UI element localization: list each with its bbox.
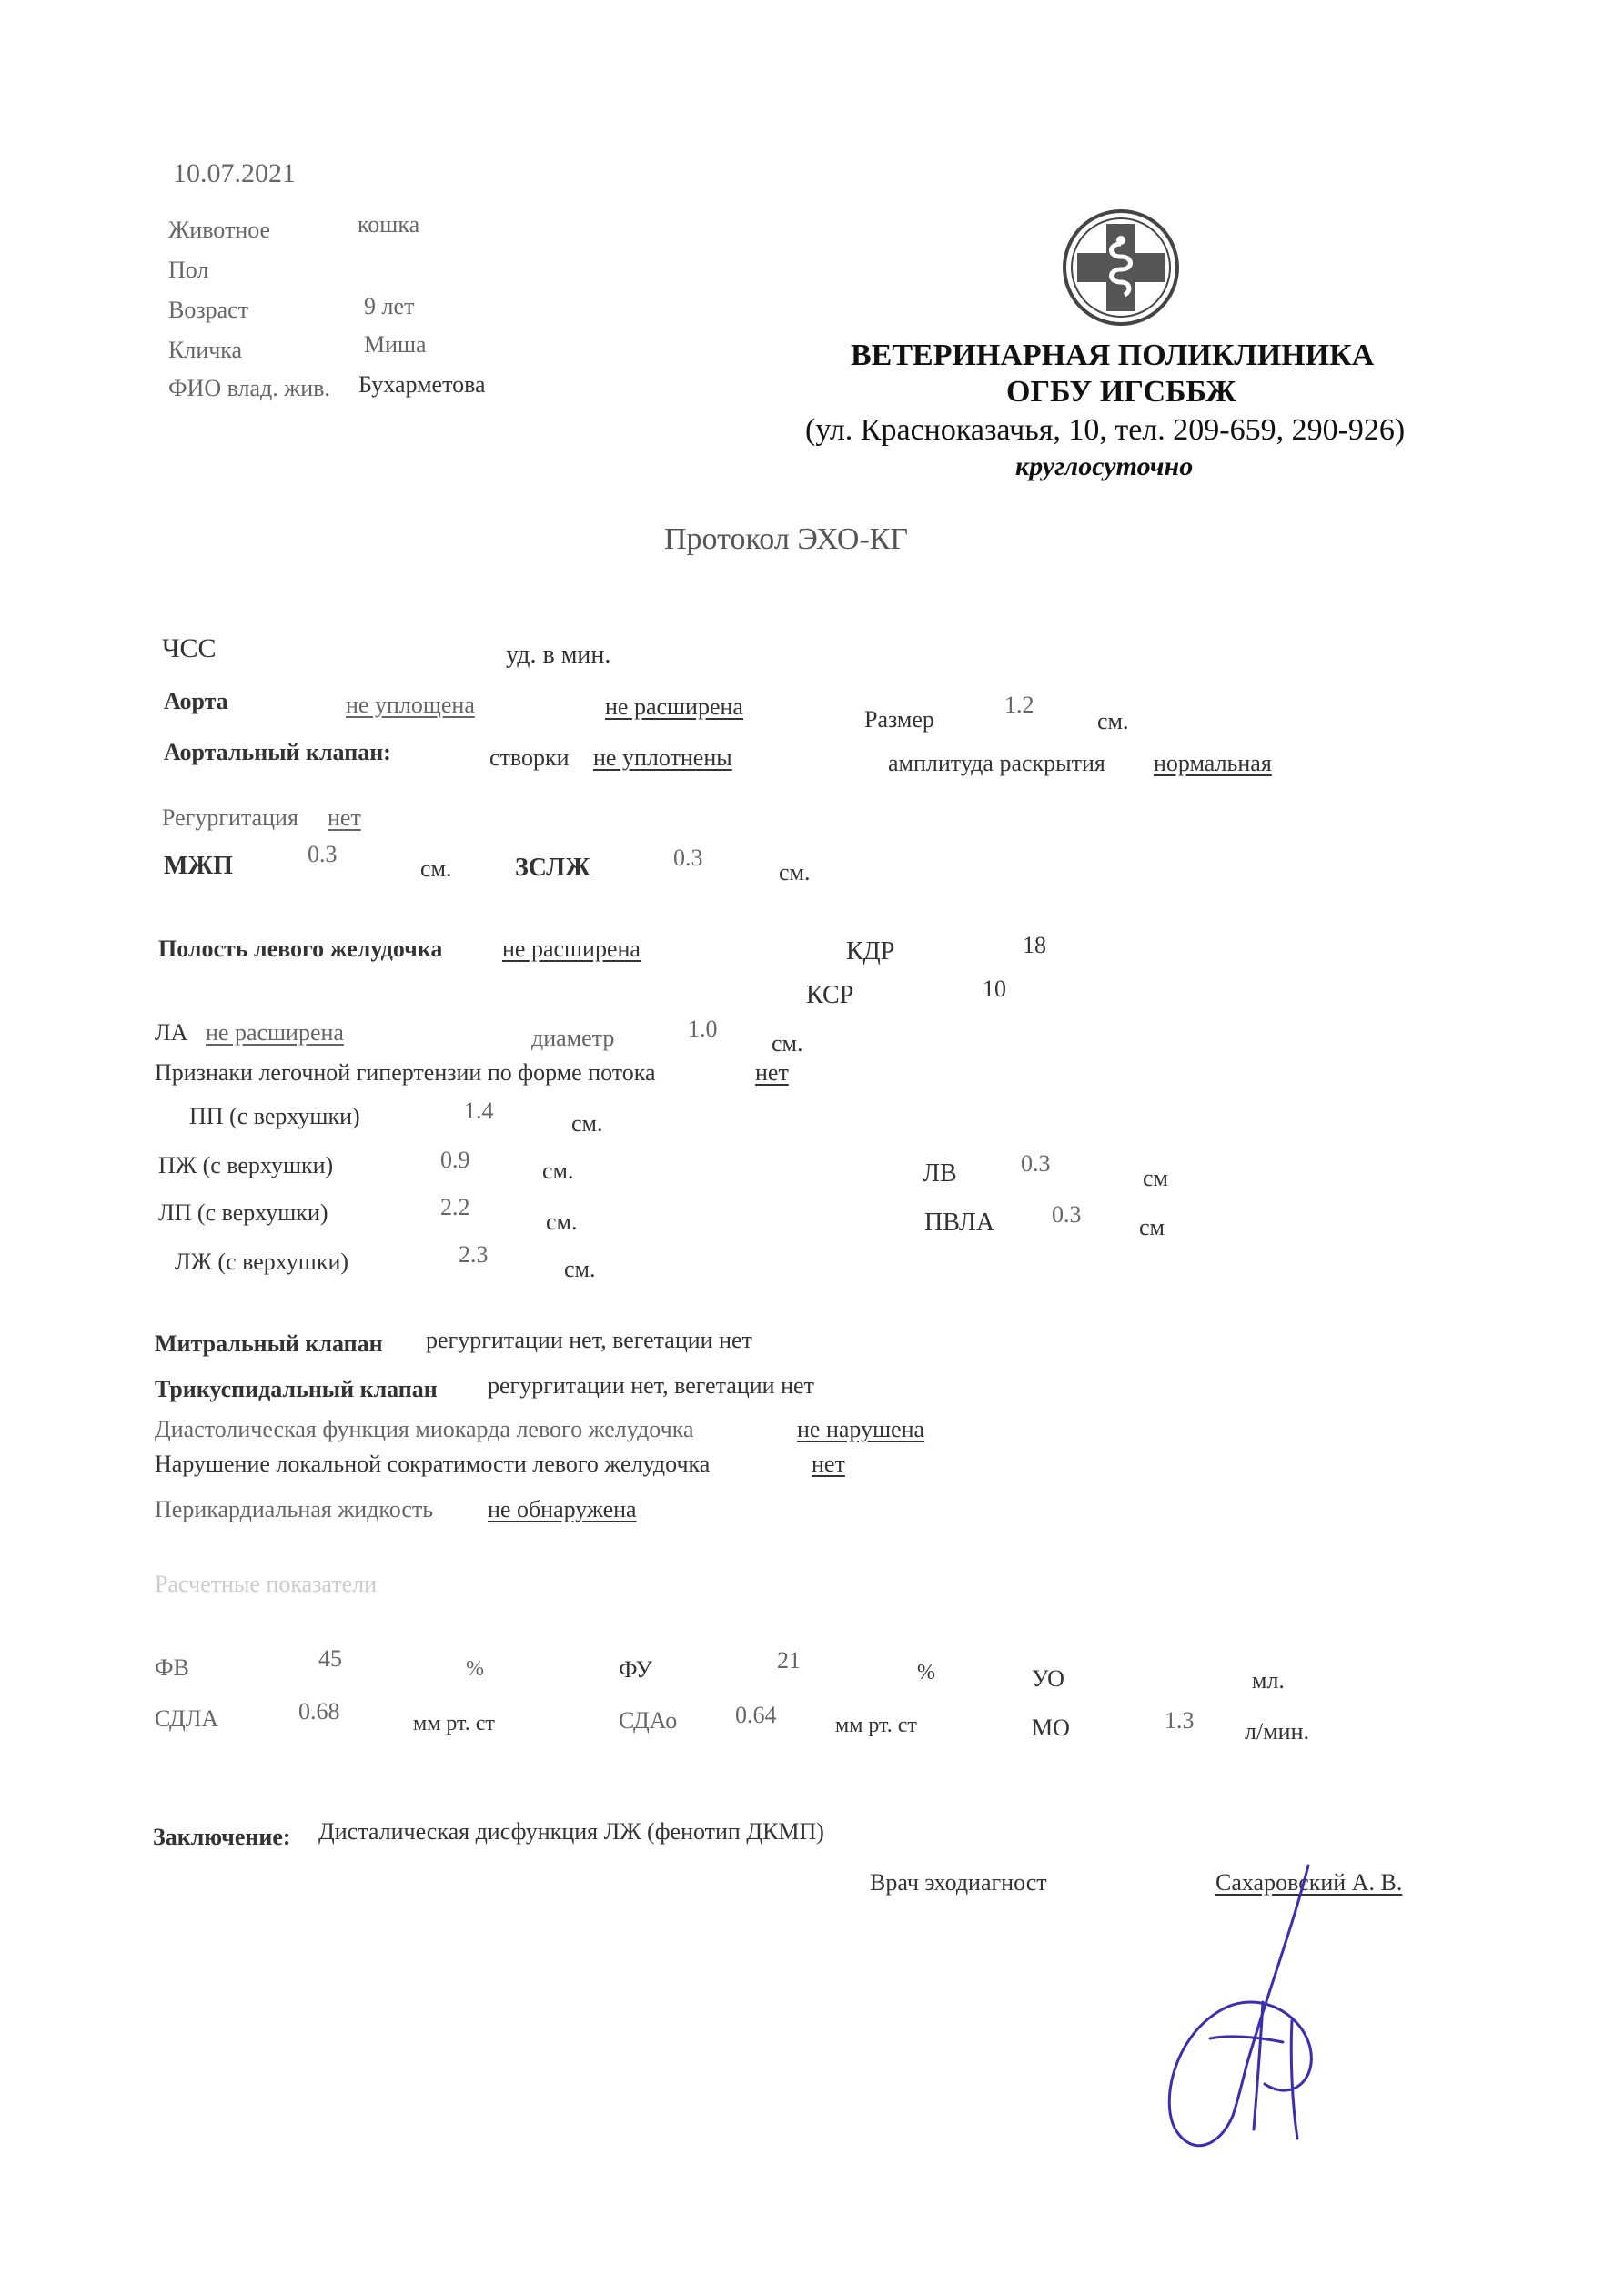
edd-value: 18 [1023, 932, 1046, 958]
sdla-label: СДЛА [155, 1705, 219, 1732]
sdao-unit: мм рт. ст [835, 1714, 917, 1737]
mitral-valve-label: Митральный клапан [155, 1330, 383, 1357]
pvla-value: 0.3 [1052, 1201, 1082, 1228]
aortic-valve-cusps-prefix: створки [489, 744, 570, 771]
tricuspid-valve-value: регургитации нет, вегетации нет [488, 1372, 814, 1399]
sex-label: Пол [168, 257, 209, 283]
clinic-hours: круглосуточно [1015, 451, 1194, 481]
pericardial-value: не обнаружена [488, 1496, 637, 1522]
lvpw-label: ЗСЛЖ [515, 854, 590, 882]
aorta-size-unit: см. [1097, 708, 1129, 734]
sv-unit: мл. [1252, 1667, 1285, 1694]
aorta-size-label: Размер [864, 706, 934, 733]
clinic-address: (ул. Красноказачья, 10, тел. 209-659, 290-926) [805, 413, 1406, 447]
pa-value: не расширена [206, 1019, 344, 1046]
diastolic-function-value: не нарушена [797, 1416, 925, 1442]
clinic-name-line1: ВЕТЕРИНАРНАЯ ПОЛИКЛИНИКА [851, 339, 1375, 372]
lv-cavity-value: не расширена [502, 936, 641, 962]
aortic-valve-label: Аортальный клапан: [164, 739, 391, 765]
la-value: 2.2 [440, 1194, 470, 1220]
lvv-unit: см [1143, 1165, 1168, 1191]
page-title: Протокол ЭХО-КГ [664, 522, 909, 556]
regurgitation-value: нет [328, 804, 361, 831]
doctor-name: Сахаровский А. В. [1215, 1869, 1403, 1896]
aortic-valve-cusps-value: не уплотнены [593, 744, 732, 771]
ra-unit: см. [571, 1110, 603, 1137]
fs-unit: % [917, 1661, 935, 1684]
age-label: Возраст [168, 297, 249, 323]
local-contractility-value: нет [812, 1451, 845, 1477]
regurgitation-label: Регургитация [162, 804, 298, 831]
aorta-label: Аорта [164, 688, 228, 714]
signature-stroke [1169, 1866, 1311, 2146]
animal-label: Животное [168, 217, 271, 243]
la-unit: см. [546, 1209, 578, 1235]
aortic-valve-amp-label: амплитуда раскрытия [888, 750, 1105, 776]
ivs-unit: см. [420, 855, 452, 882]
hr-label: ЧСС [162, 633, 217, 663]
lvv-value: 0.3 [1021, 1150, 1051, 1177]
diastolic-function-label: Диастолическая функция миокарда левого желудочка [155, 1416, 694, 1442]
pa-diameter-unit: см. [772, 1030, 803, 1057]
fs-label: ФУ [619, 1656, 652, 1683]
aortic-valve-amp-value: нормальная [1154, 750, 1272, 776]
conclusion-text: Дисталическая дисфункция ЛЖ (фенотип ДКМП) [318, 1818, 824, 1845]
la-label: ЛП (с верхушки) [158, 1199, 328, 1226]
clinic-name-line2: ОГБУ ИГСББЖ [1006, 375, 1236, 409]
handwritten-signature [1155, 1856, 1347, 2166]
hr-unit: уд. в мин. [506, 641, 611, 669]
ef-label: ФВ [155, 1654, 189, 1681]
lv-apex-unit: см. [564, 1256, 596, 1282]
ivs-value: 0.3 [308, 841, 338, 867]
co-value: 1.3 [1165, 1707, 1195, 1734]
ivs-label: МЖП [164, 852, 233, 880]
pa-label: ЛА [155, 1019, 188, 1046]
aorta-dilation-value: не расширена [605, 693, 743, 720]
lv-cavity-label: Полость левого желудочка [158, 936, 443, 962]
conclusion-label: Заключение: [153, 1824, 291, 1850]
co-unit: л/мин. [1245, 1718, 1309, 1745]
ra-value: 1.4 [464, 1097, 494, 1124]
aorta-size-value: 1.2 [1004, 692, 1034, 718]
pulm-hypertension-label: Признаки легочной гипертензии по форме потока [155, 1059, 656, 1086]
co-label: МО [1032, 1714, 1070, 1741]
rv-unit: см. [542, 1158, 574, 1184]
age-value: 9 лет [364, 293, 415, 319]
tricuspid-valve-label: Трикуспидальный клапан [155, 1376, 438, 1402]
pet-name-label: Кличка [168, 337, 243, 363]
lvpw-value: 0.3 [673, 845, 703, 871]
pulm-hypertension-value: нет [755, 1059, 789, 1086]
doctor-role: Врач эходиагност [870, 1869, 1047, 1896]
calculated-heading: Расчетные показатели [155, 1571, 378, 1597]
sdao-value: 0.64 [735, 1702, 777, 1728]
esd-value: 10 [983, 976, 1006, 1002]
signature-stroke [1210, 2002, 1297, 2139]
animal-value: кошка [358, 211, 420, 238]
sdla-unit: мм рт. ст [413, 1712, 495, 1735]
rv-label: ПЖ (с верхушки) [158, 1152, 334, 1178]
sdla-value: 0.68 [298, 1698, 340, 1725]
pvla-unit: см [1139, 1214, 1165, 1240]
pet-name-value: Миша [364, 331, 427, 358]
pa-diameter-label: диаметр [531, 1025, 615, 1051]
ef-value: 45 [318, 1645, 342, 1672]
sdao-label: СДАо [619, 1707, 678, 1734]
pa-diameter-value: 1.0 [688, 1016, 718, 1042]
report-date: 10.07.2021 [173, 158, 296, 188]
medical-cross-snake-icon [1061, 207, 1181, 328]
sv-label: УО [1032, 1665, 1064, 1692]
lvpw-unit: см. [779, 859, 811, 885]
owner-value: Бухарметова [358, 371, 486, 398]
local-contractility-label: Нарушение локальной сократимости левого желудочка [155, 1451, 711, 1477]
fs-value: 21 [777, 1647, 801, 1674]
ra-label: ПП (с верхушки) [189, 1103, 360, 1129]
lv-apex-label: ЛЖ (с верхушки) [175, 1249, 349, 1275]
owner-label: ФИО влад. жив. [168, 375, 330, 401]
lvv-label: ЛВ [923, 1159, 957, 1188]
mitral-valve-value: регургитации нет, вегетации нет [426, 1327, 752, 1353]
lv-apex-value: 2.3 [459, 1241, 489, 1268]
pvla-label: ПВЛА [924, 1209, 995, 1237]
esd-label: КСР [806, 981, 854, 1009]
aorta-wall-value: не уплощена [346, 692, 475, 718]
pericardial-label: Перикардиальная жидкость [155, 1496, 434, 1522]
edd-label: КДР [846, 937, 895, 966]
ef-unit: % [466, 1657, 484, 1681]
rv-value: 0.9 [440, 1147, 470, 1173]
